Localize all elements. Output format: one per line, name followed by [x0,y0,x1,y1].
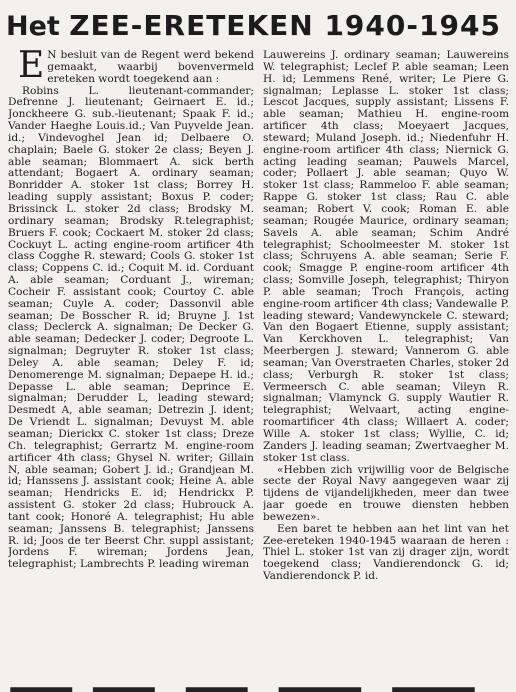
headline [6,4,512,48]
next-headline-fragment [0,684,516,692]
drop-cap: E [18,50,45,86]
baret-paragraph: Een baret te hebben aan het lint van het Zee-ereteken 1940-1945 waaraan de heren : Thiel L. stoker 1st van zij drager zijn, wordt toegekend class; Vandierendonck G. id; Vandierendonck P. id. [263,522,509,583]
article-column-right [263,50,509,684]
intro-text: N besluit van de Regent werd bekend gemaakt, waarbij bovenvermeld ereteken wordt toegekend aan : [47,50,254,85]
article-columns [8,50,510,684]
article-column-left [8,50,254,684]
headline-title: ZEE-ERETEKEN 1940-1945 [69,9,501,42]
headline-prefix: Het [6,11,70,42]
citation-quote: «Hebben zich vrijwillig voor de Belgische secte der Royal Navy aangegeven waar zij tijdens de vijandelijkheden, meer dan twee jaar goede en trouwe diensten hebben bewezen». [263,463,509,523]
recipients-list-2: Lauwereins J. ordinary seaman; Lauwereins W. telegraphist; Leclef P. able seaman; Leen H. id; Lemmens René, writer; Le Piere G. signalman; Leplasse L. stoker 1st class; Lescot Jacques, supply assistant; Lissens F. able seaman; Mathieu H. engine-room artificer 4th class; Moeyaert Jacques, steward; Muland Joseph. id.; Niedenfuhr H. engine-room artificer 4th class; Niernick G. acting leading seaman; Pauwels Marcel, coder; Pollaert J. able seaman; Quyo W. stoker 1st class; Rammeloo F. able seaman; Rappe G. stoker 1st class; Rau C. able seaman; Robert V. cook; Roman E. able seaman; Rougée Maurice, ordinary seaman; Savels A. able seaman; Schim André telegraphist; Schoolmeester M. stoker 1st class; Schruyens A. able seaman; Serie F. cook; Smagge P. engine-room artificer 4th class; Somville Joseph, telegraphist; Thiryon P. able seaman; Troch François, acting engine-room artificer 4th class; Vandewalle P. leading steward; Vandewynckele C. steward; Van den Bogaert Etienne, supply assistant; Van Kerckhoven L. telegraphist; Van Meerbergen J. steward; Vannerom G. able seaman; Van Overstraeten Charles, stoker 2d class; Verburgh R. stoker 1st class; Vermeersch C. able seaman; Vileyn R. signalman; Vlamynck G. supply Wautier R. telegraphist; Welvaart, acting engine-roomartificer 4th class; Willaert A. coder; Wille A. stoker 1st class; Wyllie, C. id; Zanders J. leading seaman; Zwertvaegher M. stoker 1st class. [263,50,509,464]
recipients-list-1: Robins L. lieutenant-commander; Defrenne J. lieutenant; Geirnaert E. id.; Jonckheere G. sub.-lieutenant; Spaak F. id.; Vander Haeghe Louis.id.; Van Puyvelde Jean. id.; Vindevoghel Jean id; Delbaere O. chaplain; Baele G. stoker 2e class; Beyen J. able seaman; Blommaert A. sick berth attendant; Bogaert A. ordinary seaman; Bonridder A. stoker 1st class; Borrey H. leading supply assistant; Boxus P. coder; Brissinck L. stoker 2d class; Brodsky M. ordinary seaman; Brodsky R.telegraphist; Bruers F. cook; Cockaert M. stoker 2d class; Cockuyt L. acting engine-room artificer 4th class Cogghe R. steward; Cools G. stoker 1st class; Coppens C. id.; Coquit M. id. Corduant A. able seaman; Corduant J., wireman; Cocheir F. assistant cook; Courtoy C. able seaman; Cuyle A. coder; Dassonvil able seaman; De Bosscher R. id; Bruyne J. 1st class; Declerck A. signalman; De Decker G. able seaman; Dedecker J. coder; Degroote L. signalman; Degruyter R. stoker 1st class; Deley A. able seaman; Deley F. id; Denomerenge M. signalman; Depaepe H. id.; Depasse L. able seaman; Deprince E. signalman; Derudder L, leading steward; Desmedt A, able seaman; Detrezin J. ident; De Vriendt L. signalman; Devuyst M. able seaman; Dierickx C. stoker 1st class; Dreze Ch. telegraphist; Gerrartz M. engine-room artificer 4th class; Ghysel N. writer; Gillain N, able seaman; Gobert J. id.; Grandjean M. id; Hanssens J. assistant cook; Heine A. able seaman; Hendricks E. id; Hendrickx P. assistent G. stoker 2d class; Hubrouck A. tant cook; Honoré A. telegraphist; Hu able seaman; Janssens B. telegraphist; Janssens R. id; Joos de ter Beerst Chr. suppl assistant; Jordens F. wireman; Jordens Jean, telegraphist; Lambrechts P. leading wireman [8,84,254,571]
intro-paragraph [8,50,254,86]
